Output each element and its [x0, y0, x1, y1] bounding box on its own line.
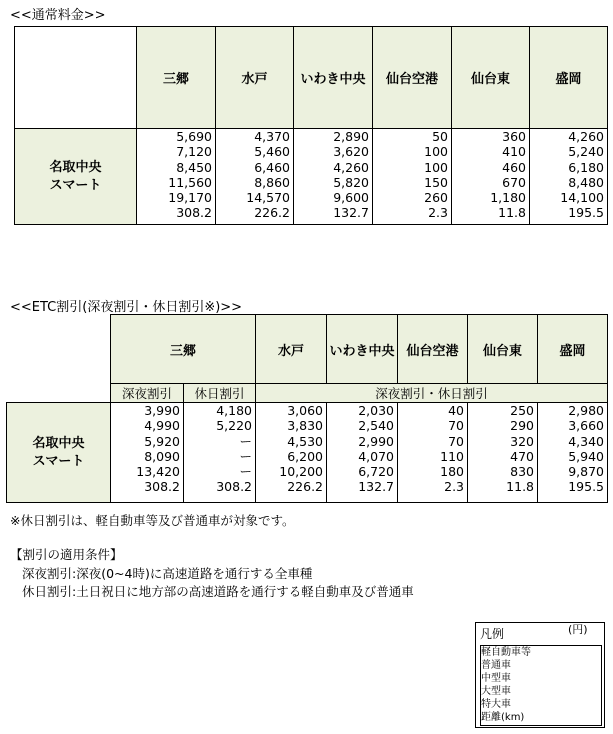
- col-header-misato: 三郷: [137, 27, 216, 129]
- etc-cell-iwaki-chuo: 2,030 2,540 2,990 4,070 6,720 132.7: [327, 403, 398, 503]
- etc-cell-morioka: 2,980 3,660 4,340 5,940 9,870 195.5: [538, 403, 608, 503]
- night-discount-condition: 深夜割引:深夜(0~4時)に高速道路を通行する全車種: [22, 566, 313, 581]
- etc-discount-table: [6, 314, 608, 503]
- fare-cell-sendai-higashi: 360 410 460 670 1,180 11.8: [452, 129, 530, 225]
- legend-list: [480, 645, 602, 726]
- legend-title: 凡例: [480, 627, 505, 641]
- col-header-misato: 三郷: [111, 315, 256, 384]
- row-label-natori-chuo-smart: 名取中央 スマート: [15, 129, 137, 225]
- legend-item-distance: 距離(km): [481, 712, 525, 723]
- fare-cell-sendai-airport: 50 100 100 150 260 2.3: [373, 129, 452, 225]
- col-header-sendai-airport: 仙台空港: [373, 27, 452, 129]
- discount-conditions-title: 【割引の適用条件】: [10, 547, 123, 562]
- legend-item-chugata: 中型車: [481, 673, 511, 684]
- fare-cell-morioka: 4,260 5,240 6,180 8,480 14,100 195.5: [530, 129, 608, 225]
- col-header-sendai-higashi: 仙台東: [468, 315, 538, 384]
- fare-cell-misato: 5,690 7,120 8,450 11,560 19,170 308.2: [137, 129, 216, 225]
- col-header-sendai-higashi: 仙台東: [452, 27, 530, 129]
- holiday-discount-condition: 休日割引:土日祝日に地方部の高速道路を通行する軽自動車及び普通車: [22, 584, 414, 599]
- legend-item-kei: 軽自動車等: [481, 647, 531, 658]
- sub-header-holiday: 休日割引: [184, 384, 256, 403]
- table-corner: [15, 27, 137, 129]
- legend-box: [475, 622, 605, 728]
- row-label-natori-chuo-smart: 名取中央 スマート: [7, 403, 111, 503]
- etc-cell-misato-holiday: 4,180 5,220 ー ー ー 308.2: [184, 403, 256, 503]
- holiday-discount-footnote: ※休日割引は、軽自動車等及び普通車が対象です。: [10, 513, 295, 528]
- etc-cell-mito: 3,060 3,830 4,530 6,200 10,200 226.2: [256, 403, 327, 503]
- sub-header-night: 深夜割引: [111, 384, 184, 403]
- sub-header-night-holiday: 深夜割引・休日割引: [256, 384, 608, 403]
- legend-item-tokudai: 特大車: [481, 699, 511, 710]
- etc-discount-title: <<ETC割引(深夜割引・休日割引※)>>: [10, 300, 243, 315]
- regular-fare-title: <<通常料金>>: [10, 8, 106, 23]
- col-header-iwaki-chuo: いわき中央: [327, 315, 398, 384]
- legend-item-ogata: 大型車: [481, 686, 511, 697]
- etc-cell-sendai-higashi: 250 290 320 470 830 11.8: [468, 403, 538, 503]
- legend-unit: (円): [568, 623, 588, 636]
- etc-cell-misato-night: 3,990 4,990 5,920 8,090 13,420 308.2: [111, 403, 184, 503]
- col-header-sendai-airport: 仙台空港: [398, 315, 468, 384]
- legend-item-futsu: 普通車: [481, 660, 511, 671]
- fare-cell-iwaki-chuo: 2,890 3,620 4,260 5,820 9,600 132.7: [294, 129, 373, 225]
- table-corner: [7, 315, 111, 403]
- col-header-mito: 水戸: [256, 315, 327, 384]
- regular-fare-table: [14, 26, 608, 225]
- col-header-morioka: 盛岡: [538, 315, 608, 384]
- col-header-iwaki-chuo: いわき中央: [294, 27, 373, 129]
- fare-cell-mito: 4,370 5,460 6,460 8,860 14,570 226.2: [216, 129, 294, 225]
- col-header-mito: 水戸: [216, 27, 294, 129]
- etc-cell-sendai-airport: 40 70 70 110 180 2.3: [398, 403, 468, 503]
- col-header-morioka: 盛岡: [530, 27, 608, 129]
